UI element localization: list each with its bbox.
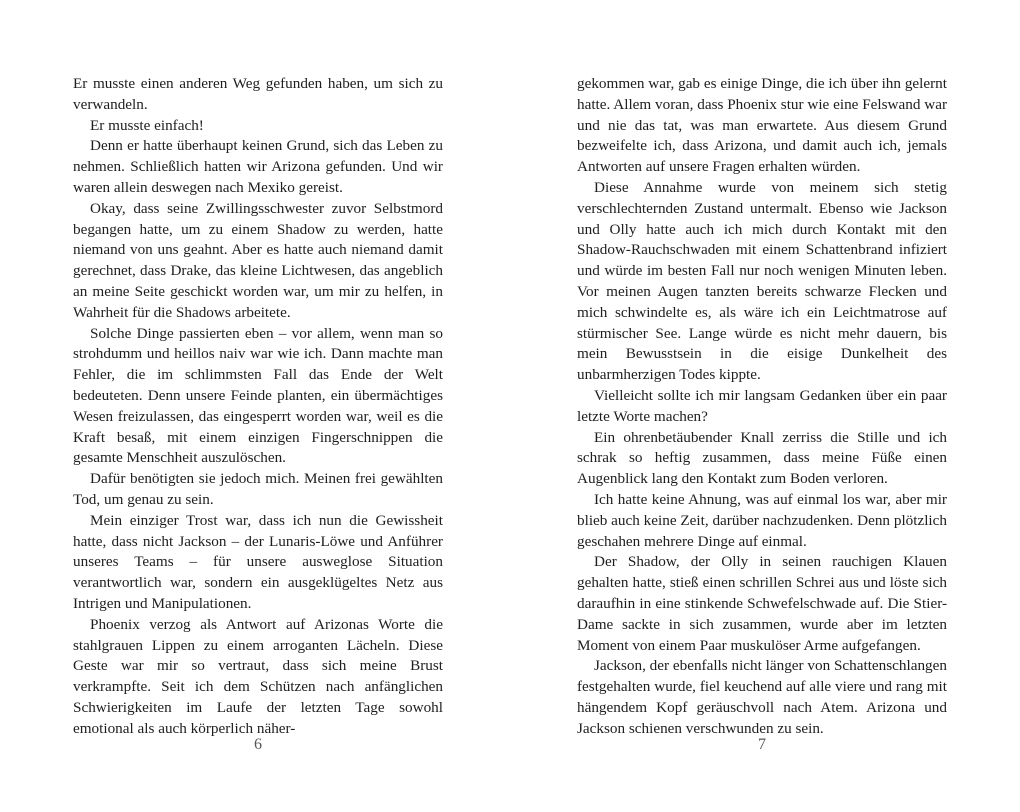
paragraph: Er musste einfach! <box>90 116 204 134</box>
page-number-right: 7 <box>758 736 766 753</box>
paragraph: Denn er hatte überhaupt keinen Grund, sich das Leben zu nehmen. Schließlich hatten wir Arizona gefunden. Und wir waren allein deswegen nach Mexiko gereist. <box>73 137 443 196</box>
paragraph: Ich hatte keine Ahnung, was auf einmal los war, aber mir blieb auch keine Zeit, darüber nachzudenken. Denn plötzlich geschahen mehrere Dinge auf einmal. <box>577 490 947 550</box>
paragraph: Solche Dinge passierten eben – vor allem, wenn man so strohdumm und heillos naiv war wie ich. Dann machte man Fehler, die im schlimmsten Fall das Ende der Welt bedeuteten. Denn unsere Feinde planten, ein übermächtiges Wesen freizulassen, das eingesperrt worden war, weil es die Kraft besaß, mit einem einzigen Fingerschnippen die gesamte Menschheit auszulöschen. <box>73 324 443 467</box>
paragraph: Ein ohrenbetäubender Knall zerriss die Stille und ich schrak so heftig zusammen, dass meine Füße einen Augenblick lang den Kontakt zum Boden verloren. <box>577 428 947 488</box>
paragraph: Er musste einen anderen Weg gefunden haben, um sich zu verwandeln. <box>73 75 443 113</box>
left-page-text <box>73 74 443 740</box>
page-number-left: 6 <box>254 736 262 753</box>
paragraph: Vielleicht sollte ich mir langsam Gedanken über ein paar letzte Worte machen? <box>577 386 947 425</box>
paragraph: Diese Annahme wurde von meinem sich stetig verschlechternden Zustand untermalt. Ebenso wie Jackson und Olly hatte auch ich mich durch Kontakt mit den Shadow-Rauchschwaden mit einem Schattenbrand infiziert und würde im besten Fall nur noch wenigen Minuten leben. Vor meinen Augen tanzten bereits schwarze Flecken und mich schwindelte es, als wäre ich ein Leichtmatrose auf stürmischer See. Lange würde es nicht mehr dauern, bis mein Bewusstsein in die eisige Dunkelheit des unbarmherzigen Todes kippte. <box>577 178 947 384</box>
right-page <box>510 0 1020 812</box>
paragraph: gekommen war, gab es einige Dinge, die ich über ihn gelernt hatte. Allem voran, dass Phoenix stur wie eine Felswand war und nie das tat, was man erwartete. Aus diesem Grund bezweifelte ich, dass Arizona, und damit auch ich, jemals Antworten auf unsere Fragen erhalten würden. <box>577 75 947 176</box>
paragraph: Dafür benötigten sie jedoch mich. Meinen frei gewählten Tod, um genau zu sein. <box>73 470 443 508</box>
paragraph: Phoenix verzog als Antwort auf Arizonas Worte die stahlgrauen Lippen zu einem arroganten Lächeln. Diese Geste war mir so vertraut, dass sich meine Brust verkrampfte. Seit ich dem Schützen nach anfänglichen Schwierigkeiten im Laufe der letzten Tage sowohl emotional als auch körperlich näher- <box>73 615 443 737</box>
paragraph: Okay, dass seine Zwillingsschwester zuvor Selbstmord begangen hatte, um zu einem Shadow zu werden, hatte niemand von uns geahnt. Aber es hatte auch niemand damit gerechnet, dass Drake, das kleine Lichtwesen, das angeblich an meine Seite geschickt worden war, um mir zu helfen, in Wahrheit für die Shadows arbeitete. <box>73 199 443 321</box>
paragraph: Mein einziger Trost war, dass ich nun die Gewissheit hatte, dass nicht Jackson – der Lunaris-Löwe und Anführer unseres Teams – für unsere ausweglose Situation verantwortlich war, sondern ein ausgeklügeltes Netz aus Intrigen und Manipulationen. <box>73 511 443 612</box>
paragraph: Jackson, der ebenfalls nicht länger von Schattenschlangen festgehalten wurde, fiel keuchend auf alle viere und rang mit hängendem Kopf geräuschvoll nach Atem. Arizona und Jackson schienen verschwunden zu sein. <box>577 657 947 737</box>
paragraph: Der Shadow, der Olly in seinen rauchigen Klauen gehalten hatte, stieß einen schrillen Schrei aus und löste sich daraufhin in eine stinkende Schwefelschwade auf. Die Stier-Dame sackte in sich zusammen, wurde aber im letzten Moment von einem Paar muskulöser Arme aufgefangen. <box>577 553 947 654</box>
right-page-text <box>577 74 947 740</box>
